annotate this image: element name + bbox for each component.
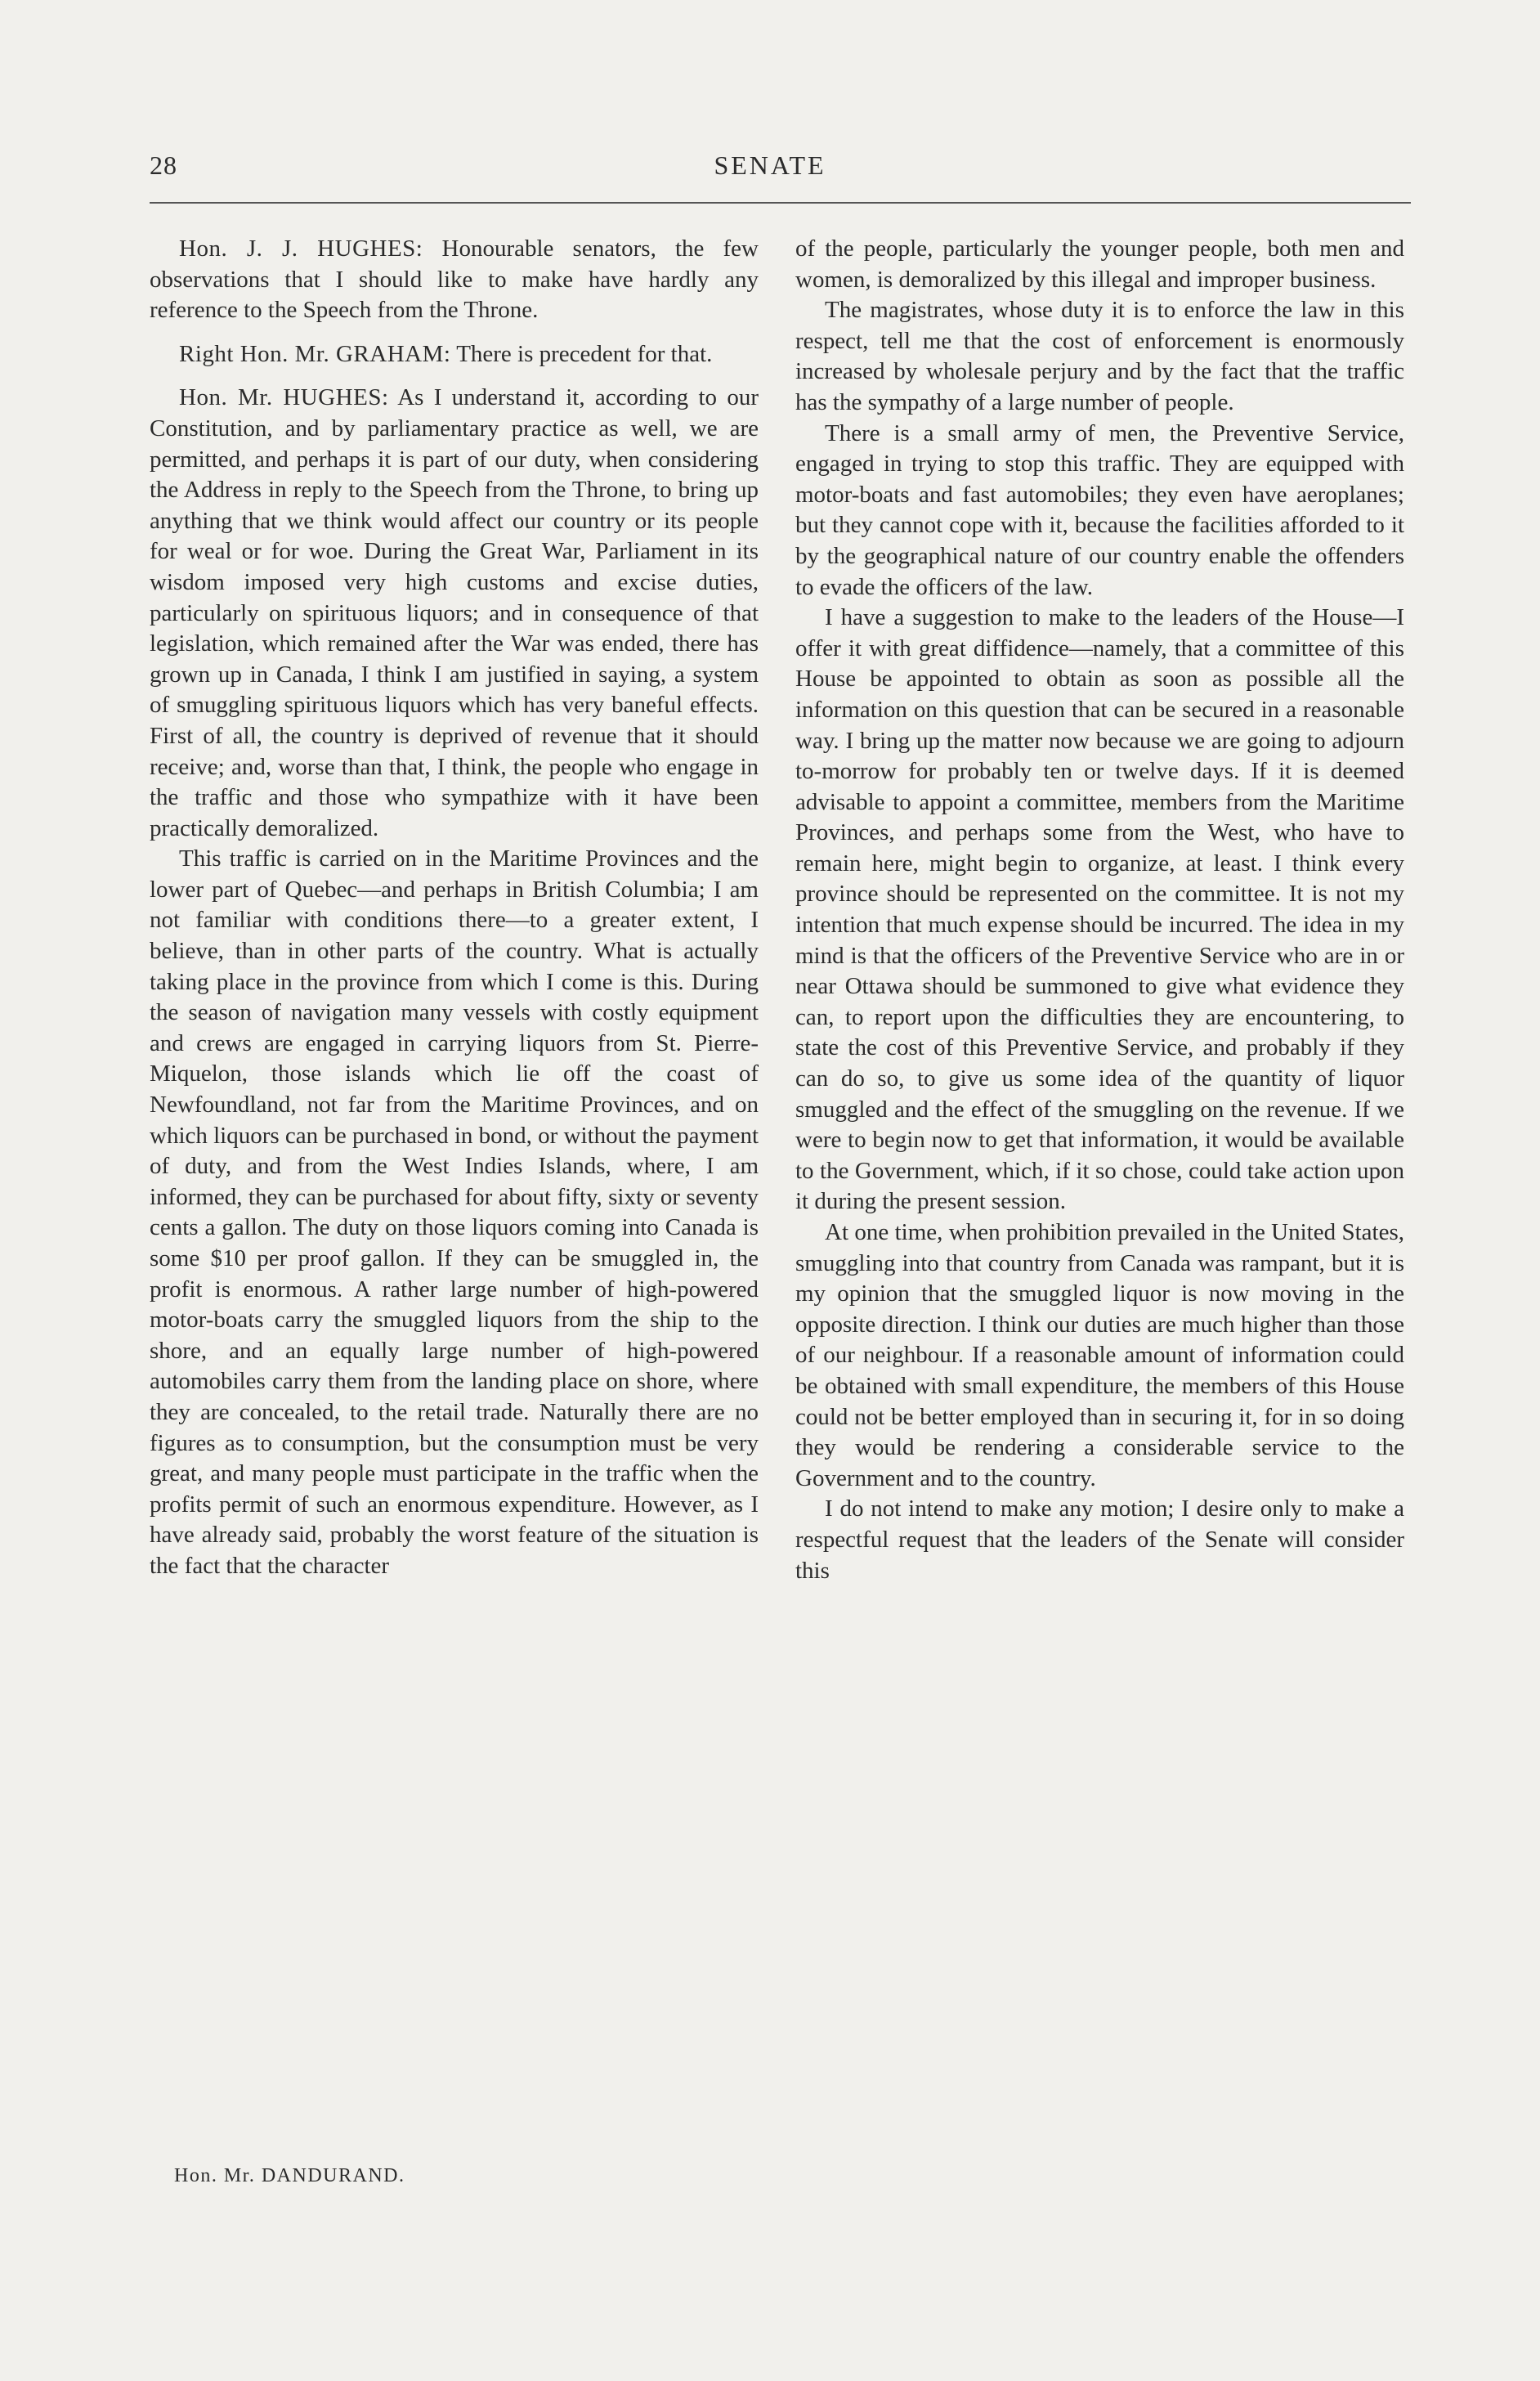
paragraph-suggestion: I have a suggestion to make to the leaders of the House—I offer it with great diffidence—namely, that a committee of this House be appointed to obtain as soon as possible all the information on this question that can be secured in a reasonable way. I bring up the matter now because we are going to adjourn to-morrow for probably ten or twelve days. If it is deemed advisable to appoint a committee, members from the Maritime Provinces, and perhaps some from the West, who have to remain here, might begin to organize, at least. I think every province should be represented on the committee. It is not my intention that much expense should be incurred. The idea in my mind is that the officers of the Preventive Service who are in or near Ottawa should be summoned to give what evidence they can, to report upon the difficulties they are encountering, to state the cost of this Preventive Service, and probably if they can do so, to give us some idea of the quantity of liquor smuggled and the effect of the smuggling on the revenue. If we were to begin now to get that information, it would be available to the Government, which, if it so chose, could take action upon it during the present session.: [795, 604, 1404, 1215]
page-number: 28: [150, 150, 177, 180]
paragraph-prohibition: At one time, when prohibition prevailed in the United States, smuggling into that country from Canada was rampant, but it is my opinion that the smuggled liquor is now moving in the opposite direction. I think our duties are much higher than those of our neighbour. If a reasonable amount of information could be obtained with small expenditure, the members of this House could not be better employed than in securing it, for in so doing they would be rendering a considerable service to the Government and to the country.: [795, 1219, 1404, 1491]
footer-speaker-note: Hon. Mr. DANDURAND.: [174, 2165, 405, 2186]
paragraph-continuation: of the people, particularly the younger people, both men and women, is demoralized by this illegal and improper business.: [795, 235, 1404, 293]
right-column: [795, 234, 1404, 1586]
running-head: SENATE: [714, 150, 826, 180]
paragraph-text: As I understand it, according to our Constitution, and by parliamentary practice as well, we are permitted, and perhaps it is part of our duty, when considering the Address in reply to the Speech from the Throne, to bring up anything that we think would affect our country or its people for weal or for woe. During the Great War, Parliament in its wisdom imposed very high customs and excise duties, particularly on spirituous liquors; and in consequence of that legislation, which remained after the War was ended, there has grown up in Canada, I think I am justified in saying, a system of smuggling spirituous liquors which has very baneful effects. First of all, the country is deprived of revenue that it should receive; and, worse than that, I think, the people who engage in the traffic and those who sympathize with it have been practically demoralized.: [150, 384, 759, 841]
paragraph-graham: [150, 339, 759, 370]
paragraph-text: There is precedent for that.: [456, 340, 713, 367]
header-rule: [150, 202, 1411, 204]
paragraph-hughes-opening: [150, 234, 759, 326]
paragraph-preventive-service: There is a small army of men, the Preventive Service, engaged in trying to stop this traffic. They are equipped with motor-boats and fast automobiles; they even have aeroplanes; but they cannot cope with it, because the facilities afforded to it by the geographical nature of our country enable the offenders to evade the officers of the law.: [795, 419, 1404, 600]
speaker-name: Hon. J. J. HUGHES:: [179, 235, 423, 262]
paragraph-magistrates: The magistrates, whose duty it is to enforce the law in this respect, tell me that the cost of enforcement is enormously increased by wholesale perjury and by the fact that the traffic has the sympathy of a large number of people.: [795, 297, 1404, 415]
paragraph-text: Honourable senators, the few observations that I should like to make have hardly any reference to the Speech from the Throne.: [150, 235, 759, 324]
paragraph-hughes-speech: [150, 383, 759, 844]
speaker-name: Right Hon. Mr. GRAHAM:: [179, 340, 451, 367]
left-column: [150, 234, 759, 1582]
paragraph-traffic: This traffic is carried on in the Maritime Provinces and the lower part of Quebec—and perhaps in British Columbia; I am not familiar with conditions there—to a greater extent, I believe, than in other parts of the country. What is actually taking place in the province from which I come is this. During the season of navigation many vessels with costly equipment and crews are engaged in carrying liquors from St. Pierre-Miquelon, those islands which lie off the coast of Newfoundland, not far from the Maritime Provinces, and on which liquors can be purchased in bond, or without the payment of duty, and from the West Indies Islands, where, I am informed, they can be purchased for about fifty, sixty or seventy cents a gallon. The duty on those liquors coming into Canada is some $10 per proof gallon. If they can be smuggled in, the profit is enormous. A rather large number of high-powered motor-boats carry the smuggled liquors from the ship to the shore, and an equally large number of high-powered automobiles carry them from the landing place on shore, where they are concealed, to the retail trade. Naturally there are no figures as to consumption, but the consumption must be very great, and many people must participate in the traffic when the profits permit of such an enormous expenditure. However, as I have already said, probably the worst feature of the situation is the fact that the character: [150, 845, 759, 1579]
paragraph-request: I do not intend to make any motion; I desire only to make a respectful request that the leaders of the Senate will consider this: [795, 1495, 1404, 1584]
speaker-name: Hon. Mr. HUGHES:: [179, 384, 389, 411]
